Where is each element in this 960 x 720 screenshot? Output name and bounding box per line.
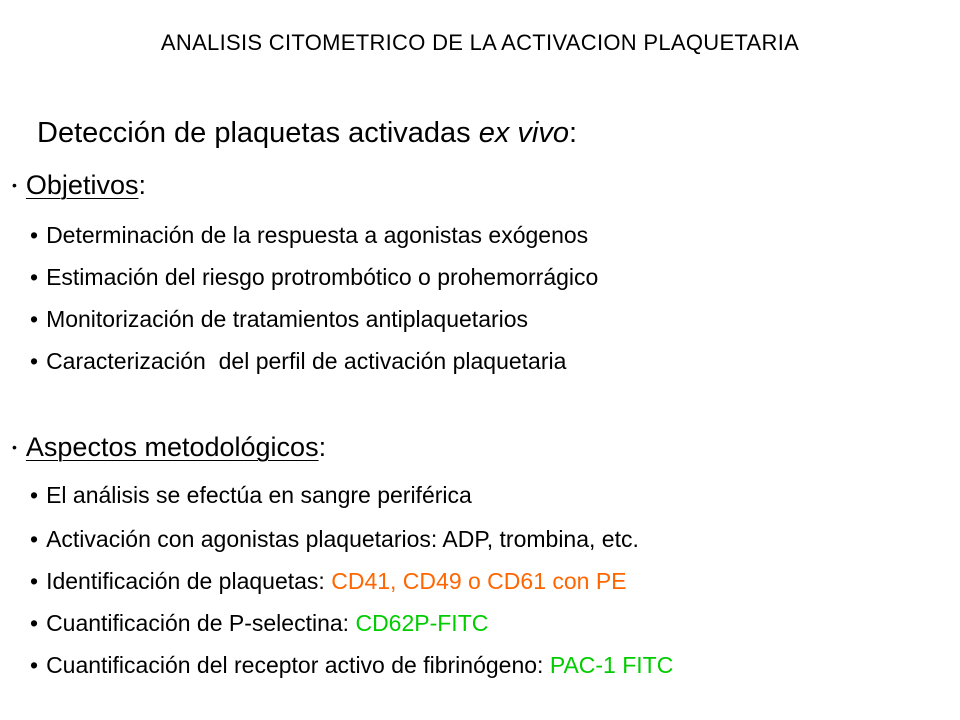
list-item: [30, 264, 598, 291]
bullet-icon: •: [12, 176, 17, 193]
list-item: [30, 306, 528, 333]
list-item: [30, 568, 627, 595]
list-item-text: Caracterización del perfil de activación plaquetaria: [46, 348, 567, 374]
marker-highlight: PAC-1 FITC: [549, 652, 674, 678]
aspectos-suffix: :: [318, 432, 327, 462]
list-item: [30, 348, 566, 375]
bullet-icon: •: [30, 526, 39, 552]
bullet-icon: •: [30, 348, 39, 374]
heading-text: Detección de plaquetas activadas: [37, 117, 479, 149]
list-item: [30, 482, 472, 509]
bullet-icon: •: [30, 482, 39, 508]
list-item: [30, 222, 588, 249]
bullet-icon: •: [30, 222, 39, 248]
list-item-text: Identificación de plaquetas:: [46, 568, 332, 594]
list-item-text: Monitorización de tratamientos antiplaquetarios: [46, 306, 529, 332]
list-item-text: Cuantificación de P-selectina:: [46, 610, 356, 636]
bullet-icon: •: [30, 652, 39, 678]
objetivos-suffix: :: [138, 170, 146, 200]
list-item-text: Estimación del riesgo protrombótico o prohemorrágico: [46, 264, 599, 290]
bullet-icon: •: [30, 568, 39, 594]
slide-title: ANALISIS CITOMETRICO DE LA ACTIVACION PLAQUETARIA: [160, 30, 800, 55]
heading-suffix: :: [569, 117, 578, 149]
list-item: [30, 526, 639, 553]
objetivos-heading: [12, 170, 146, 201]
marker-highlight: CD41, CD49 o CD61 con PE: [331, 568, 627, 594]
bullet-icon: •: [30, 610, 39, 636]
list-item: [30, 652, 673, 679]
aspectos-label: Aspectos metodológicos: [25, 432, 319, 462]
bullet-icon: •: [30, 264, 39, 290]
heading-italic: ex vivo: [478, 117, 569, 149]
aspectos-heading: [12, 432, 326, 463]
list-item-text: Cuantificación del receptor activo de fibrinógeno:: [46, 652, 550, 678]
list-item: [30, 610, 488, 637]
bullet-icon: •: [12, 438, 17, 455]
bullet-icon: •: [30, 306, 39, 332]
section-heading: [37, 117, 577, 150]
list-item-text: Activación con agonistas plaquetarios: ADP, trombina, etc.: [46, 526, 639, 552]
objetivos-label: Objetivos: [25, 170, 139, 200]
marker-highlight: CD62P-FITC: [355, 610, 489, 636]
list-item-text: El análisis se efectúa en sangre periférica: [46, 482, 472, 508]
list-item-text: Determinación de la respuesta a agonistas exógenos: [46, 222, 589, 248]
